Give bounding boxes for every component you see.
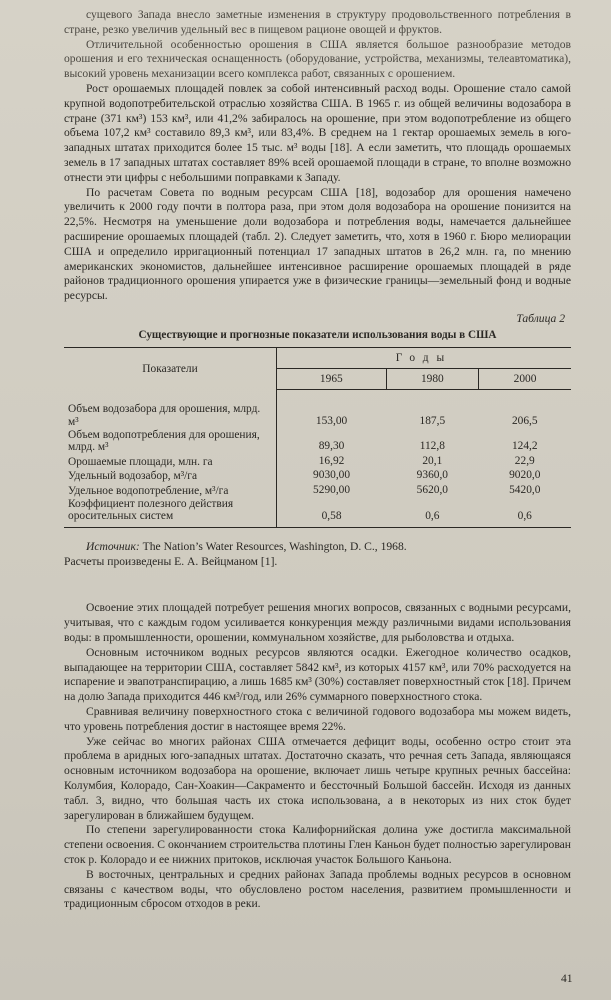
paragraph-9: По степени зарегулированности стока Калифорнийская долина уже достигла максимальной степени освоения. С окончанием строительства плотины Глен Каньон будет полностью зарегулирован сток р. Колорадо и ее нижних притоков, исключая участок Большого Каньона.	[64, 823, 571, 866]
row-value: 0,58	[321, 510, 342, 523]
row-value: 112,8	[419, 440, 445, 453]
row-indicator: Удельный водозабор, м³/га	[64, 468, 277, 483]
header-years: Годы	[277, 347, 572, 368]
row-value: 5620,0	[416, 484, 448, 496]
row-indicator: Удельное водопотребление, м³/га	[64, 483, 277, 498]
calc-note: Расчеты произведены Е. А. Вейцманом [1].	[64, 554, 278, 568]
row-value: 22,9	[514, 454, 535, 467]
paragraph-6: Основным источником водных ресурсов являются осадки. Ежегодное количество осадков, выпадающее на территории США, составляет 5842 км³, из которых 4157 км³, или 70% расходуется на испарение и эвапотранспирацию, а лишь 1685 км³ (30%) составляет поверхностный сток [18]. Причем на долю Запада приходится 446 км³/год, или 26% суммарного поверхностного стока.	[64, 645, 571, 704]
row-value: 0,6	[425, 510, 440, 523]
table-source	[64, 540, 571, 555]
paragraph-intro-4: По расчетам Совета по водным ресурсам США [18], водозабор для орошения намечено увеличить к 2000 году почти в полтора раза, при этом доля водозабора на орошение понизится на 22,5%. Несмотря на уменьшение доли водозабора и потребления воды, намечается дальнейшее расширение орошаемых площадей (табл. 2). Следует заметить, что, хотя в 1960 г. Бюро мелиорации США и определило ирригационный потенциал 17 западных штатов в 26,2 млн. га, по мнению американских экономистов, дальнейшее интенсивное расширение орошаемых площадей в ряде районов традиционного орошения упирается уже в физические границы—земельный фонд и водные ресурсы.	[64, 185, 571, 303]
row-indicator: Объем водозабора для орошения, млрд. м³	[64, 389, 277, 428]
row-value: 124,2	[511, 440, 538, 453]
table-title: Существующие и прогнозные показатели использования воды в США	[138, 328, 497, 341]
spacer	[64, 569, 571, 601]
header-year-2000: 2000	[479, 368, 571, 389]
row-indicator: Коэффициент полезного действия оросительных систем	[64, 498, 277, 528]
row-value: 20,1	[422, 454, 443, 467]
row-value: 16,92	[318, 454, 345, 467]
water-usage-table	[64, 347, 571, 528]
row-value: 89,30	[318, 440, 345, 453]
header-year-1980: 1980	[386, 368, 478, 389]
paragraph-8: Уже сейчас во многих районах США отмечается дефицит воды, особенно остро стоит эта проблема в аридных юго-западных штатах. Достаточно сказать, что речная сеть Запада, являющаяся основным источником водозабора на орошение, включает лишь четыре крупных речных бассейна: Колумбия, Колорадо, Сан-Хоакин—Сакраменто и бессточный Большой бассейн. Исходя из данных табл. 3, видно, что большая часть их стока использована, а в некоторых из них сток будет зарегулирован в ближайшем будущем.	[64, 734, 571, 822]
paragraph-5: Освоение этих площадей потребует решения многих вопросов, связанных с водными ресурсами, учитывая, что с каждым годом усиливается конкуренция между различными видами использования воды: в промышленности, орошении, коммунальном хозяйстве, для рыболовства и отдыха.	[64, 601, 571, 644]
paragraph-intro-3: Рост орошаемых площадей повлек за собой интенсивный расход воды. Орошение стало самой крупной водопотребительской отраслью хозяйства США. В 1965 г. из общей величины водозабора в стране (371 км³) 153 км³, или 41,2% забиралось на орошение, при этом водопотребление из общего объема 107,2 км³ составило 89,3 км³, или 83,4%. В среднем на 1 гектар орошаемых земель в юго-западных штатах приходится более 15 тыс. м³ воды [18]. А если заметить, что площадь орошаемых земель в 17 западных штатах составляет 89% всей орошаемой площади в стране, то вполне возможно отнести эти цифры с небольшими поправками к Западу.	[64, 81, 571, 184]
paragraph-intro-2: Отличительной особенностью орошения в США является большое разнообразие методов орошения и его техническая оснащенность (оборудование, устройства, механизмы, телеавтоматика), высокий уровень механизации всего комплекса работ, связанных с орошением.	[64, 37, 571, 81]
row-value: 9360,0	[416, 469, 448, 482]
table-row	[64, 483, 571, 498]
paragraph-intro-1: сущевого Запада внесло заметные изменения в структуру продовольственного потребления в стране, резко увеличив удельный вес в пищевом рационе овощей и фруктов.	[64, 8, 571, 36]
row-indicator: Орошаемые площади, млн. га	[64, 454, 277, 469]
row-value: 206,5	[511, 415, 538, 428]
table-label: Таблица 2	[516, 311, 565, 325]
header-indicator: Показатели	[64, 347, 277, 389]
table-row	[64, 429, 571, 454]
row-value: 0,6	[517, 510, 532, 523]
row-indicator: Объем водопотребления для орошения, млрд. м³	[64, 429, 277, 454]
row-value: 187,5	[419, 415, 446, 428]
row-value: 153,00	[315, 415, 348, 428]
table-row	[64, 389, 571, 428]
paragraph-10: В восточных, центральных и средних районах Запада проблемы водных ресурсов в основном связаны с качеством воды, что обусловлено ростом населения, развитием промышленности и традиционным сбросом отходов в реки.	[64, 867, 571, 911]
row-value: 5290,00	[313, 484, 351, 496]
row-value: 5420,0	[509, 484, 541, 496]
table-row	[64, 498, 571, 528]
table-row	[64, 468, 571, 483]
source-label: Источник:	[86, 539, 140, 553]
page-number: 41	[561, 972, 573, 985]
paragraph-7: Сравнивая величину поверхностного стока с величиной годового водозабора мы можем видеть, что уровень потребления достиг в настоящее время 22%.	[64, 704, 571, 733]
header-year-1965: 1965	[277, 368, 387, 389]
table-row	[64, 454, 571, 469]
row-value: 9030,00	[313, 469, 351, 482]
row-value: 9020,0	[509, 469, 541, 482]
source-text: The Nation’s Water Resources, Washington, D. C., 1968.	[139, 539, 407, 553]
